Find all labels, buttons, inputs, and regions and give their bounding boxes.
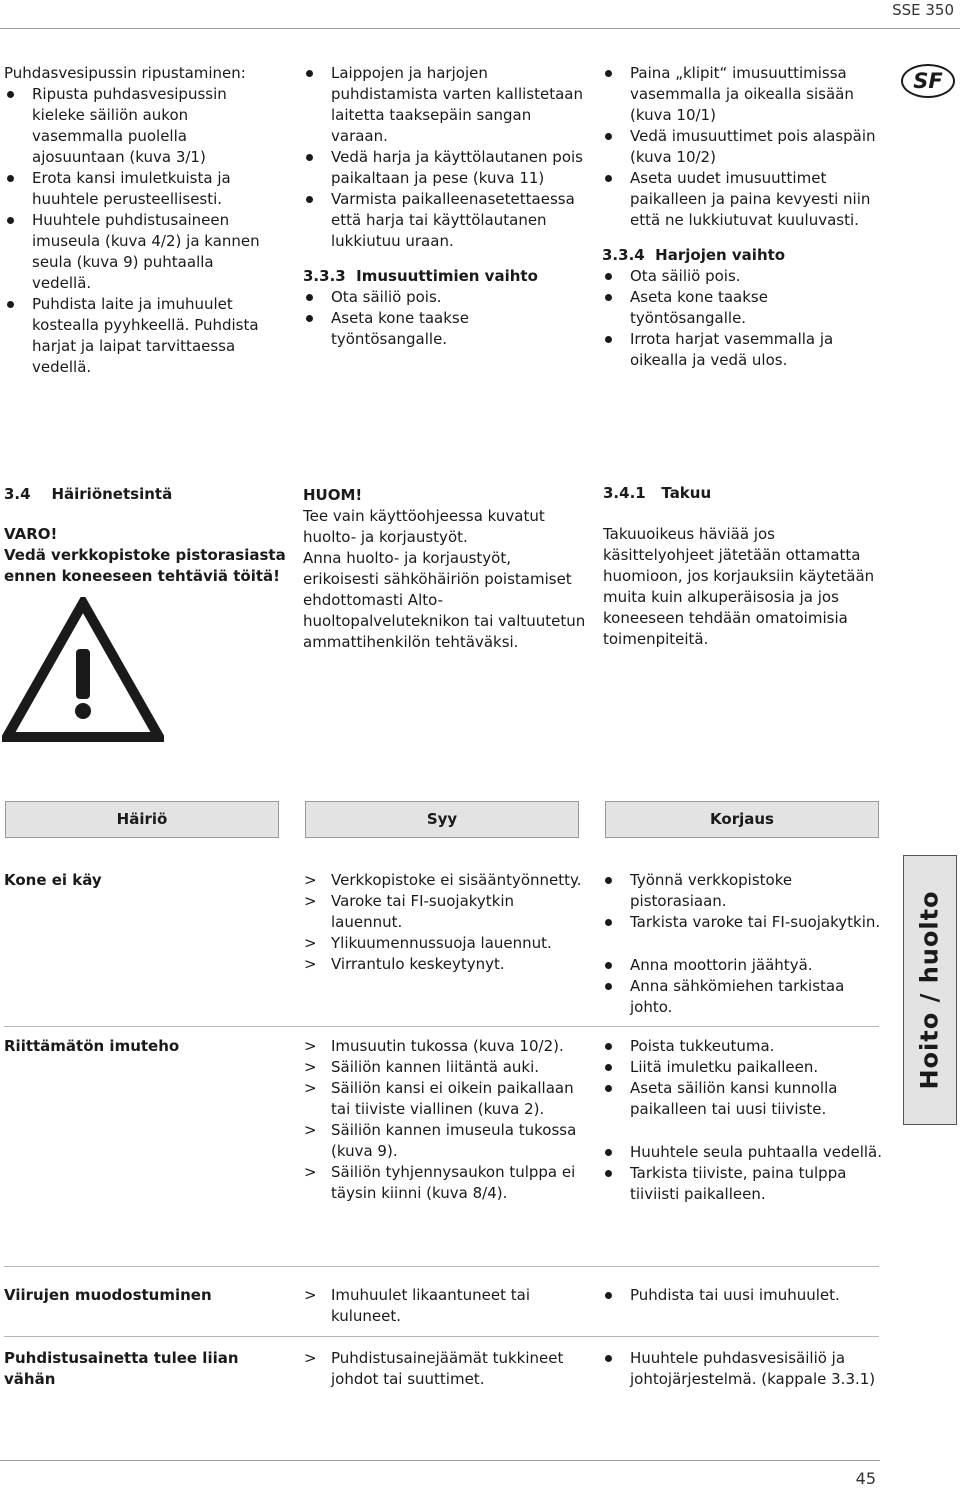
top-col2 <box>303 63 583 350</box>
fix-list <box>602 1036 882 1205</box>
list-item: Irrota harjat vasemmalla ja oikealla ja vedä ulos. <box>602 329 882 371</box>
list-item: Aseta uudet imusuuttimet paikalleen ja paina kevyesti niin että ne lukkiutuvat kuuluvasti. <box>602 168 882 231</box>
list-item: Työnnä verkkopistoke pistorasiaan. <box>602 870 882 912</box>
table-header-fix: Korjaus <box>605 801 879 838</box>
section-number: 3.4.1 <box>603 484 646 502</box>
notice-label: HUOM! <box>303 486 363 504</box>
warning-triangle-icon <box>2 597 164 742</box>
list-item: Laippojen ja harjojen puhdistamista varten kallistetaan laitetta taaksepäin sangan varaan. <box>303 63 583 147</box>
cause-list <box>303 1348 588 1390</box>
table-header-fault: Häiriö <box>5 801 279 838</box>
section-title: Imusuuttimien vaihto <box>356 267 538 285</box>
fault-cell: Kone ei käy <box>4 871 102 889</box>
list-item: > Ylikuumennussuoja lauennut. <box>303 933 588 954</box>
list-item: Aseta kone taakse työntösangalle. <box>602 287 882 329</box>
notice-text-2: Anna huolto- ja korjaustyöt, erikoisesti sähköhäiriön poistamiset ehdottomasti Alto-huoltopalveluteknikon tai valtuutetun ammattihenkilön tehtäväksi. <box>303 549 586 651</box>
list-item: > Säiliön kannen liitäntä auki. <box>303 1057 588 1078</box>
notice-text-1: Tee vain käyttöohjeessa kuvatut huolto- ja korjaustyöt. <box>303 507 545 546</box>
table-row-divider <box>4 1266 879 1267</box>
mid-col2 <box>303 485 588 653</box>
table-header-cause: Syy <box>305 801 579 838</box>
cause-list <box>303 1285 588 1327</box>
section-heading-3-3-3 <box>303 266 583 287</box>
list-item: > Varoke tai FI-suojakytkin lauennut. <box>303 891 588 933</box>
section-heading-3-4-1 <box>603 483 883 504</box>
list-item: Varmista paikalleenasetettaessa että harja tai käyttölautanen lukkiutuu uraan. <box>303 189 583 252</box>
nozzle-change-list <box>303 287 583 350</box>
fix-list <box>602 870 882 1018</box>
list-item: > Virrantulo keskeytynyt. <box>303 954 588 975</box>
cause-list <box>303 870 588 975</box>
mid-col3 <box>603 483 883 650</box>
section-title: Häiriönetsintä <box>51 485 173 503</box>
section-number: 3.4 <box>4 485 31 503</box>
list-item: Vedä harja ja käyttölautanen pois paikaltaan ja pese (kuva 11) <box>303 147 583 189</box>
cause-list <box>303 1036 588 1204</box>
top-col3 <box>602 63 882 371</box>
table-row-divider <box>4 1336 879 1337</box>
list-item: Tarkista tiiviste, paina tulppa tiiviisti paikalleen. <box>602 1163 882 1205</box>
mid-col1 <box>4 484 289 587</box>
list-item: Anna sähkömiehen tarkistaa johto. <box>602 976 882 1018</box>
list-item: Vedä imusuuttimet pois alaspäin (kuva 10/2) <box>602 126 882 168</box>
list-item: Paina „klipit“ imusuuttimissa vasemmalla ja oikealla sisään (kuva 10/1) <box>602 63 882 126</box>
warning-text: Vedä verkkopistoke pistorasiasta ennen koneeseen tehtäviä töitä! <box>4 546 286 585</box>
section-title: Takuu <box>661 484 712 502</box>
list-item: > Säiliön kansi ei oikein paikallaan tai tiiviste viallinen (kuva 2). <box>303 1078 588 1120</box>
section-number: 3.3.3 <box>303 267 346 285</box>
warranty-text: Takuuoikeus häviää jos käsittelyohjeet jätetään ottamatta huomioon, jos korjauksiin käytetään muita kuin alkuperäisosia ja jos koneeseen tehdään omatoimisia toimenpiteitä. <box>603 525 875 648</box>
model-name: SSE 350 <box>892 1 954 19</box>
fault-cell: Riittämätön imuteho <box>4 1037 180 1055</box>
brush-cleaning-list <box>303 63 583 252</box>
list-item: > Säiliön tyhjennysaukon tulppa ei täysin kiinni (kuva 8/4). <box>303 1162 588 1204</box>
list-item: Puhdista laite ja imuhuulet kostealla pyyhkeellä. Puhdista harjat ja laipat tarvittaessa vedellä. <box>4 294 266 378</box>
list-item: Ota säiliö pois. <box>602 266 882 287</box>
list-item: > Verkkopistoke ei sisääntyönnetty. <box>303 870 588 891</box>
list-item: Ota säiliö pois. <box>303 287 583 308</box>
footer-divider <box>0 1460 880 1461</box>
fault-cell: Puhdistusainetta tulee liian vähän <box>4 1349 239 1388</box>
list-item: Aseta säiliön kansi kunnolla paikalleen tai uusi tiiviste. <box>602 1078 882 1120</box>
list-item: Aseta kone taakse työntösangalle. <box>303 308 583 350</box>
fault-cell: Viirujen muodostuminen <box>4 1286 212 1304</box>
language-badge: SF <box>901 64 955 98</box>
list-item: Erota kansi imuletkuista ja huuhtele perusteellisesti. <box>4 168 266 210</box>
list-item: Liitä imuletku paikalleen. <box>602 1057 882 1078</box>
nozzle-steps-list <box>602 63 882 231</box>
chapter-side-tab <box>903 855 957 1125</box>
list-item: > Säiliön kannen imuseula tukossa (kuva 9). <box>303 1120 588 1162</box>
chapter-side-tab-label: Hoito / huolto <box>915 890 944 1090</box>
list-item: > Imuhuulet likaantuneet tai kuluneet. <box>303 1285 588 1327</box>
list-item: > Imusuutin tukossa (kuva 10/2). <box>303 1036 588 1057</box>
list-item: Huuhtele puhdistusaineen imuseula (kuva 4/2) ja kannen seula (kuva 9) puhtaalla vedellä. <box>4 210 266 294</box>
fix-list <box>602 1285 882 1306</box>
list-item: Anna moottorin jäähtyä. <box>602 955 882 976</box>
section-title: Harjojen vaihto <box>655 246 786 264</box>
fix-list <box>602 1348 882 1390</box>
brush-change-list <box>602 266 882 371</box>
list-item: > Puhdistusainejäämät tukkineet johdot tai suuttimet. <box>303 1348 588 1390</box>
section-number: 3.3.4 <box>602 246 645 264</box>
list-item: Poista tukkeutuma. <box>602 1036 882 1057</box>
list-item: Huuhtele seula puhtaalla vedellä. <box>602 1142 882 1163</box>
page-number: 45 <box>855 1469 876 1488</box>
pouch-intro: Puhdasvesipussin ripustaminen: <box>4 64 246 82</box>
section-heading-3-3-4 <box>602 245 882 266</box>
header-divider <box>0 28 960 29</box>
pouch-steps-list <box>4 84 266 378</box>
list-item: Puhdista tai uusi imuhuulet. <box>602 1285 882 1306</box>
list-item: Tarkista varoke tai FI-suojakytkin. <box>602 912 882 933</box>
list-item: Ripusta puhdasvesipussin kieleke säiliön aukon vasemmalla puolella ajosuuntaan (kuva 3/1) <box>4 84 266 168</box>
section-heading-3-4 <box>4 484 289 505</box>
list-item: Huuhtele puhdasvesisäiliö ja johtojärjestelmä. (kappale 3.3.1) <box>602 1348 882 1390</box>
top-col1 <box>4 63 266 378</box>
table-row-divider <box>4 1026 879 1027</box>
warning-label: VARO! <box>4 525 58 543</box>
